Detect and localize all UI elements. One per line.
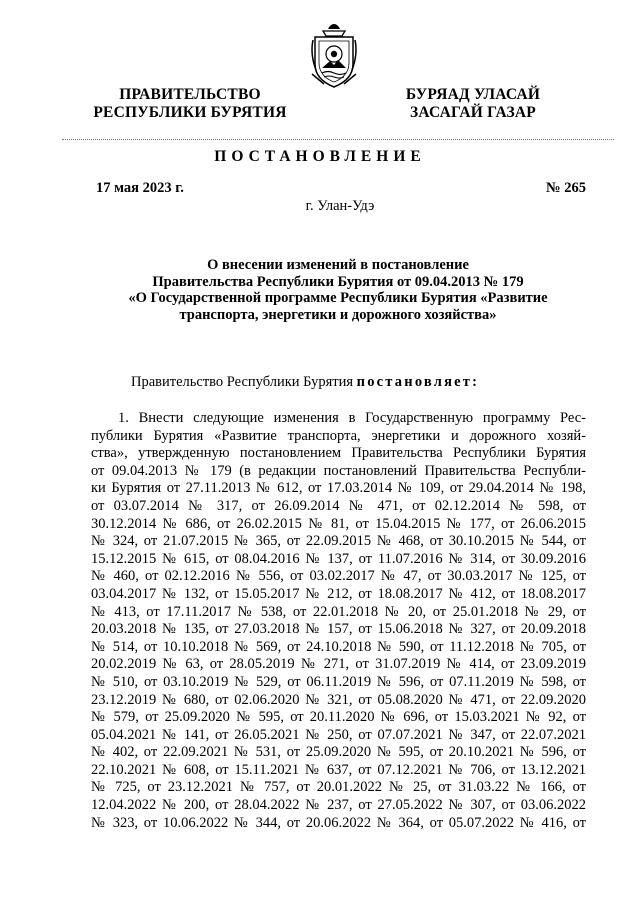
issuer-header-russian [80,86,300,122]
body-line: 05.04.2021 № 141, от 26.05.2021 № 250, от 07.07.2021 № 347, от 22.07.2021 [91,726,586,743]
issuer-line-2-buryat: ЗАСАГАЙ ГАЗАР [410,104,536,121]
body-line: ства», утвержденную постановлением Правительства Республики Бурятия [91,445,586,462]
body-line: ки Бурятия от 27.11.2013 № 612, от 17.03.2014 № 109, от 29.04.2014 № 198, [91,480,586,497]
body-line: № 579, от 25.09.2020 № 595, от 20.11.2020 № 696, от 15.03.2021 № 92, от [91,709,586,726]
document-city: г. Улан-Удэ [305,198,375,214]
body-line: № 402, от 22.09.2021 № 531, от 25.09.2020 № 595, от 20.10.2021 № 596, от [91,744,586,761]
document-type: ПОСТАНОВЛЕНИЕ [214,148,426,165]
body-line: № 460, от 02.12.2016 № 556, от 03.02.2017 № 47, от 30.03.2017 № 125, от [91,568,586,585]
body-line: 03.04.2017 № 132, от 15.05.2017 № 212, от 18.08.2017 № 412, от 18.08.2017 [91,585,586,602]
document-title [62,257,614,323]
body-line: 30.12.2014 № 686, от 26.02.2015 № 81, от 15.04.2015 № 177, от 26.06.2015 [91,515,586,532]
body-line: № 413, от 17.11.2017 № 538, от 22.01.2018 № 20, от 25.01.2018 № 29, от [91,603,586,620]
body-line: 20.03.2018 № 135, от 27.03.2018 № 157, от 15.06.2018 № 327, от 20.09.2018 [91,621,586,638]
body-line: 22.10.2021 № 608, от 15.11.2021 № 637, от 07.12.2021 № 706, от 13.12.2021 [91,761,586,778]
body-paragraph [91,410,586,832]
title-line: «О Государственной программе Республики Бурятия «Развитие [128,290,548,306]
body-line: от 03.07.2014 № 317, от 26.09.2014 № 471, от 02.12.2014 № 598, от [91,497,586,514]
body-line: 20.02.2019 № 63, от 28.05.2019 № 271, от 31.07.2019 № 414, от 23.09.2019 [91,656,586,673]
document-number: № 265 [546,180,586,196]
body-line: публики Бурятия «Развитие транспорта, энергетики и дорожного хозяй- [91,427,586,444]
header-divider [62,139,614,140]
issuer-line-1-buryat: БУРЯАД УЛАСАЙ [405,86,541,103]
title-line: О внесении изменений в постановление [207,257,469,273]
body-line: 15.12.2015 № 615, от 08.04.2016 № 137, от 11.07.2016 № 314, от 30.09.2016 [91,550,586,567]
title-line: Правительства Республики Бурятия от 09.04.2013 № 179 [152,273,524,290]
body-line: 12.04.2022 № 200, от 28.04.2022 № 237, от 27.05.2022 № 307, от 03.06.2022 [91,797,586,814]
republic-of-buryatia-coat-of-arms-icon [309,24,359,88]
title-line: транспорта, энергетики и дорожного хозяйства» [179,306,497,323]
body-line: от 09.04.2013 № 179 (в редакции постановлений Правительства Республи- [91,462,586,479]
body-line: 23.12.2019 № 680, от 02.06.2020 № 321, от 05.08.2020 № 471, от 22.09.2020 [91,691,586,708]
body-line: 1. Внести следующие изменения в Государственную программу Рес- [118,410,586,426]
body-line: № 323, от 10.06.2022 № 344, от 20.06.2022 № 364, от 05.07.2022 № 416, от [91,814,586,831]
preamble [131,374,479,391]
issuer-line-2: РЕСПУБЛИКИ БУРЯТИЯ [93,104,287,121]
issuer-line-1: ПРАВИТЕЛЬСТВО [119,86,261,103]
document-date: 17 мая 2023 г. [96,180,184,196]
body-line: № 510, от 03.10.2019 № 529, от 06.11.2019 № 596, от 07.11.2019 № 598, от [91,673,586,690]
body-line: № 324, от 21.07.2015 № 365, от 22.09.2015 № 468, от 30.10.2015 № 544, от [91,533,586,550]
issuer-header-buryat [388,86,558,122]
preamble-text: Правительство Республики Бурятия [131,374,357,390]
preamble-emphasis: постановляет: [356,374,480,390]
body-line: № 514, от 10.10.2018 № 569, от 24.10.2018 № 590, от 11.12.2018 № 705, от [91,638,586,655]
body-line: № 725, от 23.12.2021 № 757, от 20.01.2022 № 25, от 31.03.22 № 166, от [91,779,586,796]
